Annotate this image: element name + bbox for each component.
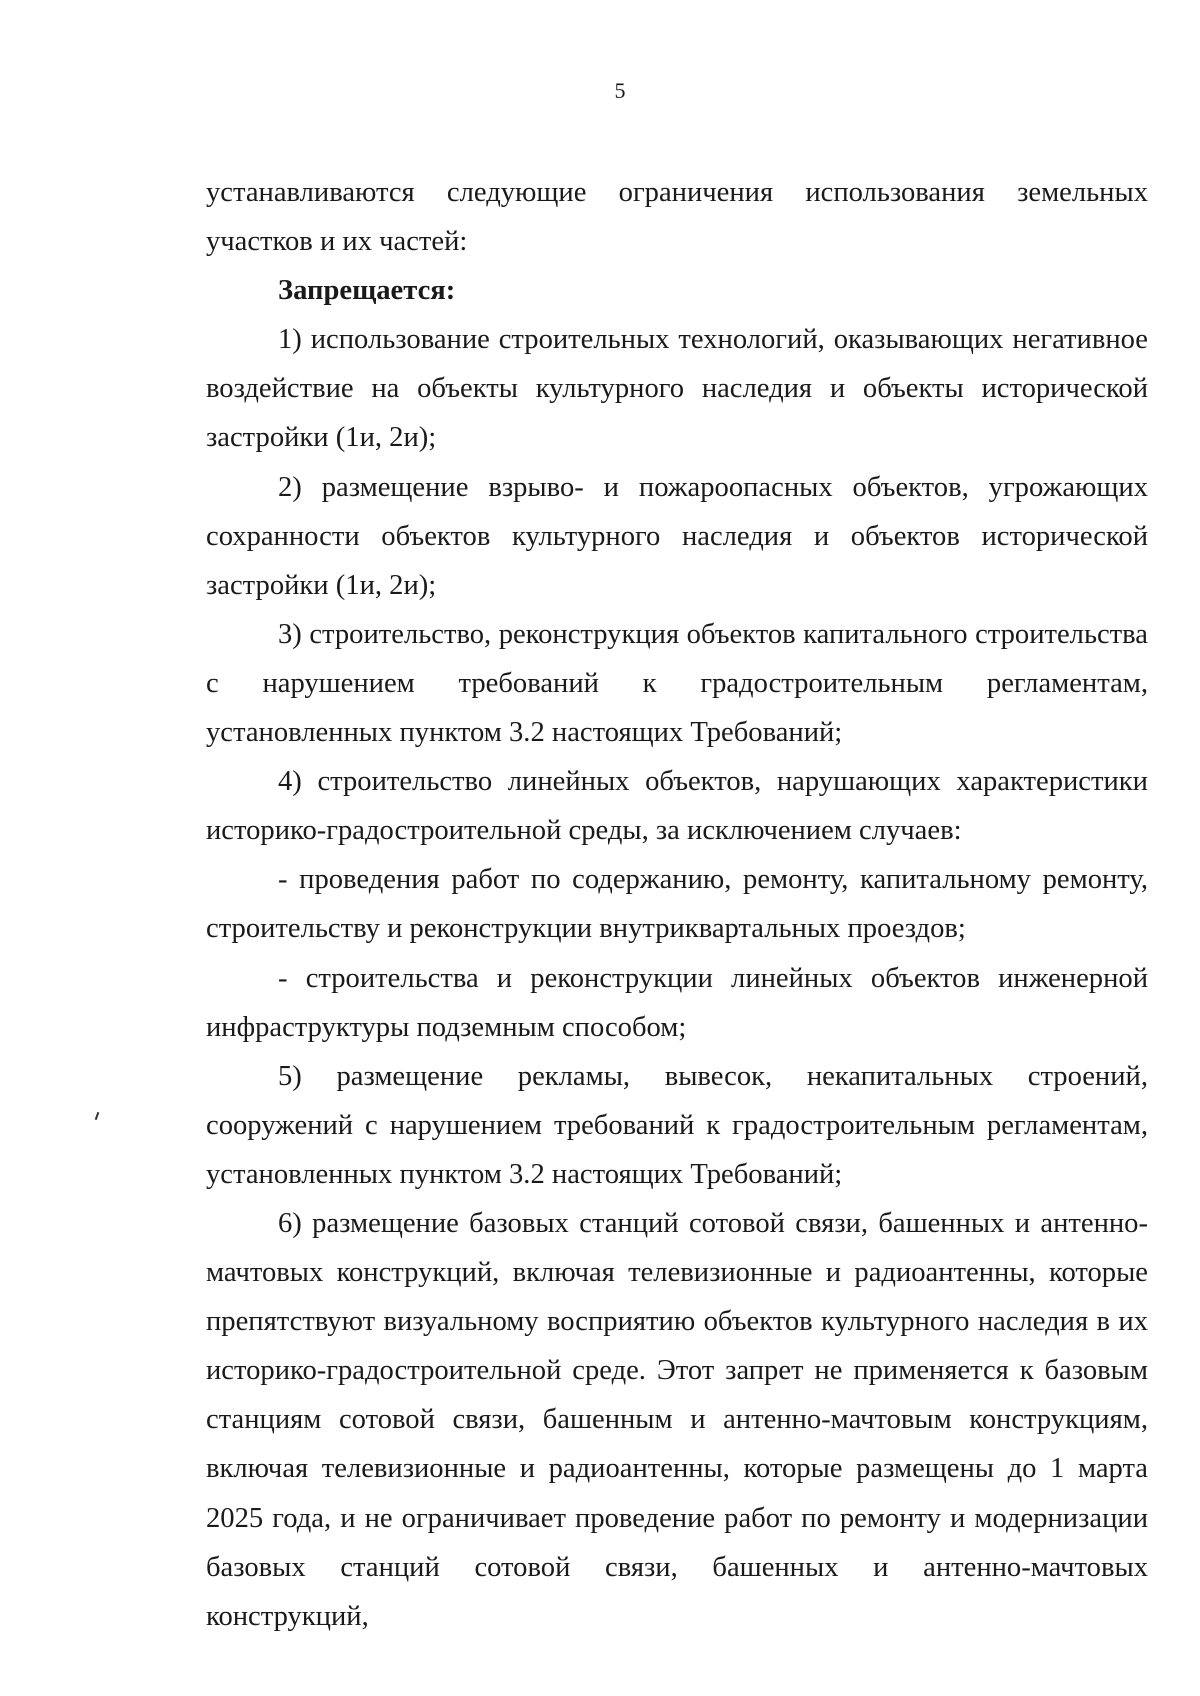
list-item-2: 2) размещение взрыво- и пожароопасных объектов, угрожающих сохранности объектов культурного наследия и объектов исторической застройки (1и, 2и); bbox=[206, 471, 1148, 601]
list-item-3: 3) строительство, реконструкция объектов капитального строительства с нарушением требований к градостроительным регламентам, установленных пунктом 3.2 настоящих Требований; bbox=[206, 618, 1148, 749]
document-body bbox=[206, 168, 1148, 1641]
sub-item-1: - проведения работ по содержанию, ремонту, капитальному ремонту, строительству и реконструкции внутриквартальных проездов; bbox=[206, 864, 1148, 945]
list-item-4: 4) строительство линейных объектов, нарушающих характеристики историко-градостроительной среды, за исключением случаев: bbox=[206, 766, 1148, 847]
section-heading: Запрещается: bbox=[278, 275, 456, 307]
list-item-6: 6) размещение базовых станций сотовой связи, башенных и антенно-мачтовых конструкций, включая телевизионные и радиоантенны, которые препятствуют визуальному восприятию объектов культурного наследия в их историко-градостроительной среде. Этот запрет не применяется к базовым станциям сотовой связи, башенным и антенно-мачтовым конструкциям, включая телевизионные и радиоантенны, которые размещены до 1 марта 2025 года, и не ограничивает проведение работ по ремонту и модернизации базовых станций сотовой связи, башенных и антенно-мачтовых конструкций, bbox=[206, 1207, 1148, 1632]
list-item-1: 1) использование строительных технологий, оказывающих негативное воздействие на объекты культурного наследия и объекты исторической застройки (1и, 2и); bbox=[206, 324, 1148, 454]
sub-item-2: - строительства и реконструкции линейных объектов инженерной инфраструктуры подземным способом; bbox=[206, 962, 1148, 1043]
list-item-5: 5) размещение рекламы, вывесок, некапитальных строений, сооружений с нарушением требований к градостроительным регламентам, установленных пунктом 3.2 настоящих Требований; bbox=[206, 1060, 1148, 1190]
scan-artifact-mark bbox=[95, 1112, 100, 1120]
intro-paragraph: устанавливаются следующие ограничения использования земельных участков и их частей: bbox=[206, 177, 1148, 258]
page-number: 5 bbox=[614, 78, 626, 103]
